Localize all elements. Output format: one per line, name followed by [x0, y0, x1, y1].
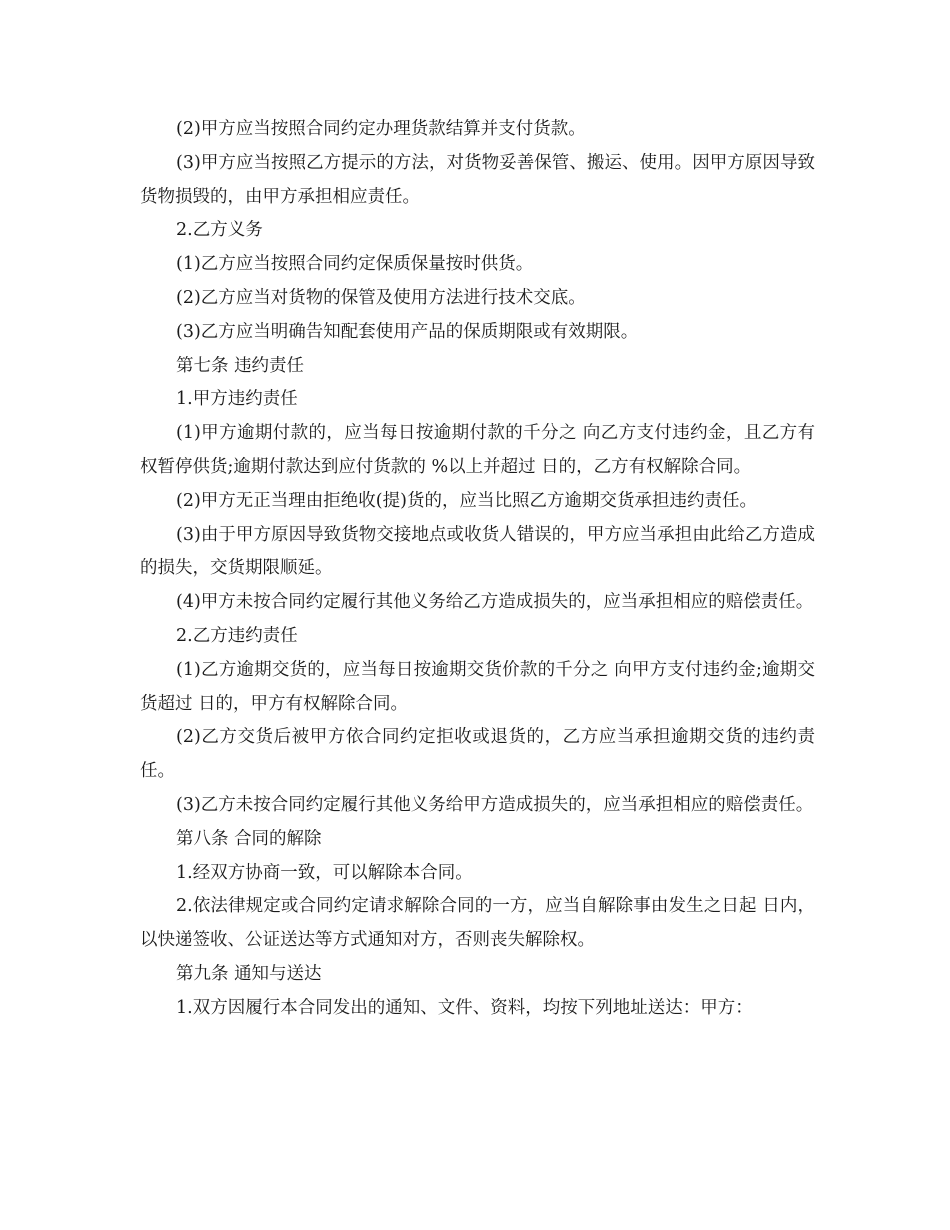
paragraph: 1.经双方协商一致，可以解除本合同。	[176, 862, 473, 883]
paragraph: (1)乙方逾期交货的，应当每日按逾期交货价款的千分之 向甲方支付违约金;逾期交货超过 日的，甲方有权解除合同。	[140, 659, 815, 714]
paragraph: (3)乙方未按合同约定履行其他义务给甲方造成损失的，应当承担相应的赔偿责任。	[176, 794, 814, 815]
section-subheading: 2.乙方违约责任	[176, 625, 298, 646]
paragraph: 2.依法律规定或合同约定请求解除合同的一方，应当自解除事由发生之日起 日内，以快递签收、公证送达等方式通知对方，否则丧失解除权。	[140, 896, 815, 951]
section-subheading: 1.甲方违约责任	[176, 389, 298, 410]
article-heading: 第八条 合同的解除	[176, 828, 322, 849]
paragraph: (3)乙方应当明确告知配套使用产品的保质期限或有效期限。	[176, 321, 639, 342]
section-subheading: 2.乙方义务	[176, 220, 263, 241]
paragraph: (1)甲方逾期付款的，应当每日按逾期付款的千分之 向乙方支付违约金，且乙方有权暂停供货;逾期付款达到应付货款的 %以上并超过 日的，乙方有权解除合同。	[140, 423, 815, 477]
paragraph: (2)乙方应当对货物的保管及使用方法进行技术交底。	[176, 287, 586, 308]
paragraph: (4)甲方未按合同约定履行其他义务给乙方造成损失的，应当承担相应的赔偿责任。	[176, 592, 814, 613]
article-heading: 第九条 通知与送达	[176, 963, 322, 984]
paragraph: (3)由于甲方原因导致货物交接地点或收货人错误的，甲方应当承担由此给乙方造成的损失，交货期限顺延。	[140, 524, 815, 579]
paragraph: (3)甲方应当按照乙方提示的方法，对货物妥善保管、搬运、使用。因甲方原因导致货物损毁的，由甲方承担相应责任。	[140, 152, 815, 207]
paragraph: (2)乙方交货后被甲方依合同约定拒收或退货的，乙方应当承担逾期交货的违约责任。	[140, 727, 815, 782]
paragraph: (2)甲方无正当理由拒绝收(提)货的，应当比照乙方逾期交货承担违约责任。	[176, 490, 757, 511]
paragraph: (2)甲方应当按照合同约定办理货款结算并支付货款。	[176, 119, 586, 139]
paragraph: 1.双方因履行本合同发出的通知、文件、资料，均按下列地址送达：甲方：	[176, 997, 753, 1018]
article-heading: 第七条 违约责任	[176, 355, 305, 376]
paragraph: (1)乙方应当按照合同约定保质保量按时供货。	[176, 254, 534, 275]
document-body	[140, 113, 815, 1026]
